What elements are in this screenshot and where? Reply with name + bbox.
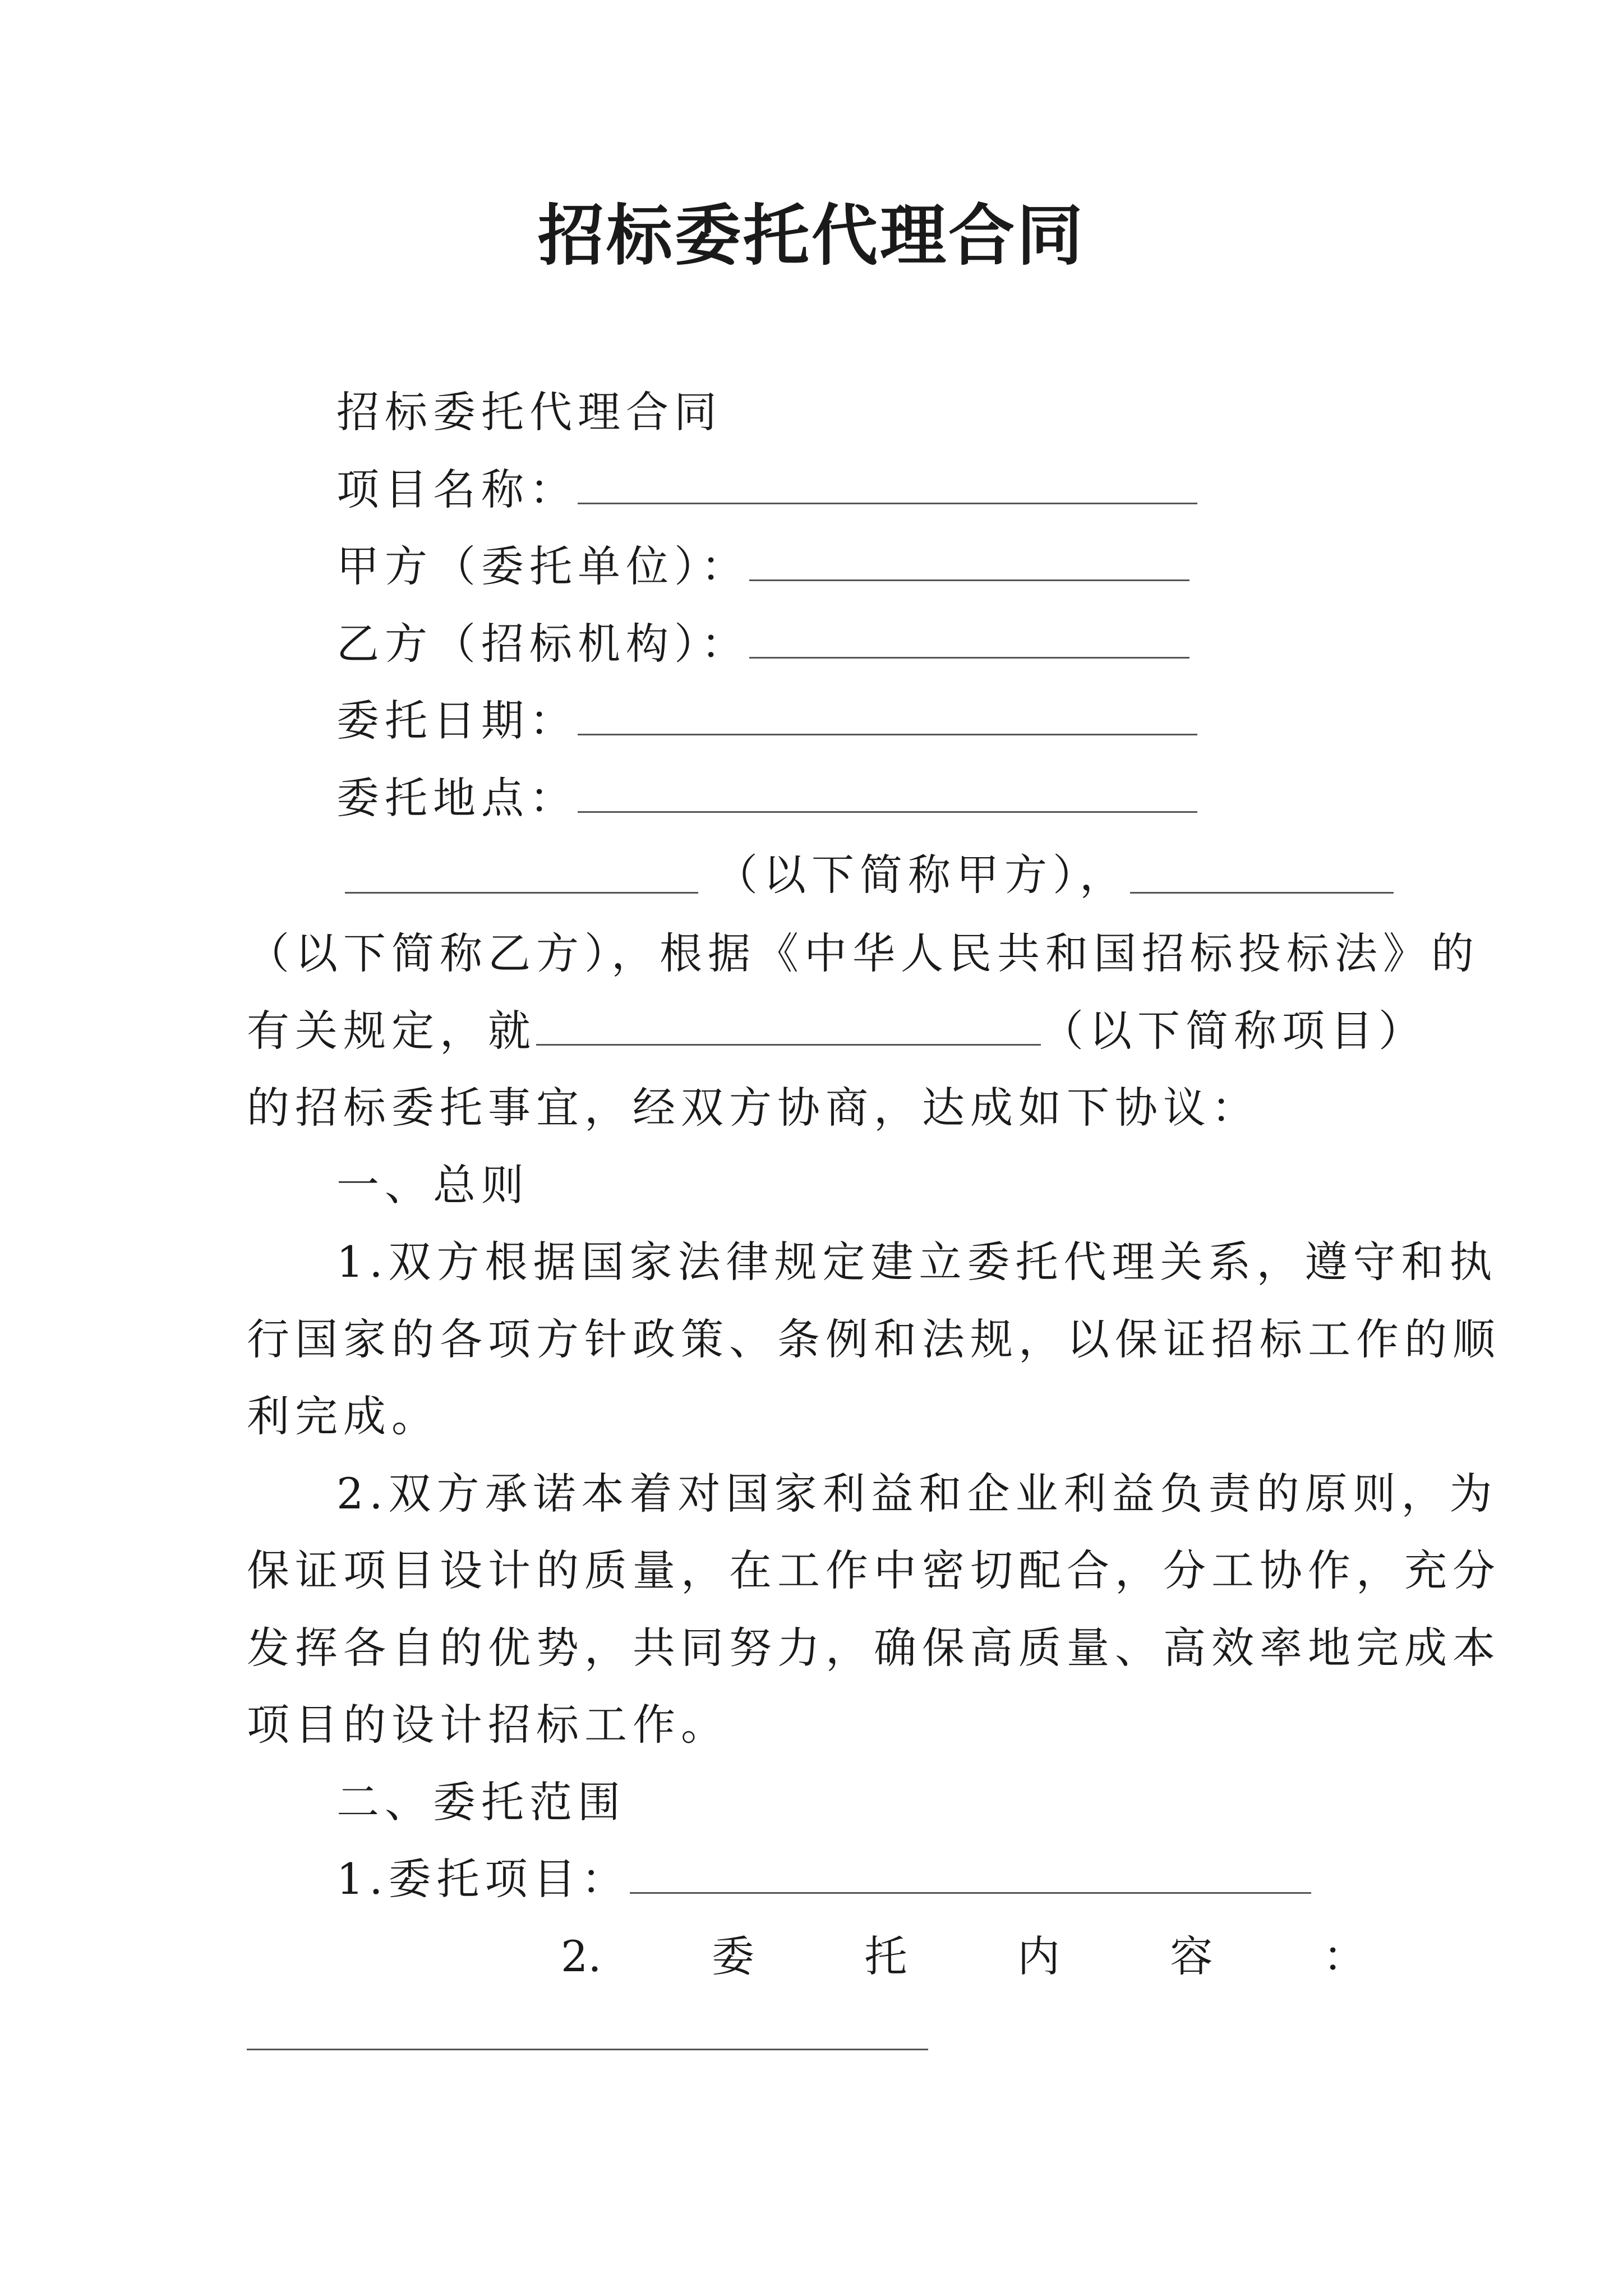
item-2-char-2: 托 (864, 1931, 907, 1981)
project-name-field (336, 459, 1197, 521)
document-title: 招标委托代理合同 (537, 196, 1085, 274)
section-1-item-1-line-2: 行国家的各项方针政策、条例和法规，以保证招标工作的顺 (247, 1314, 1501, 1364)
party-b-field (336, 613, 1189, 675)
party-a-label: 甲方（委托单位）： (336, 541, 749, 591)
item-2-number: 2. (561, 1931, 602, 1981)
section-1-item-2-line-3: 发挥各自的优势，共同努力，确保高质量、高效率地完成本 (247, 1623, 1501, 1673)
project-name-blank[interactable] (578, 466, 1197, 504)
item-2-colon: ： (1322, 1931, 1366, 1981)
party-b-label: 乙方（招标机构）： (336, 619, 749, 669)
date-field (336, 690, 1197, 752)
project-ref-blank[interactable] (536, 1007, 1041, 1046)
preamble-line-2: （以下简称乙方），根据《中华人民共和国招标投标法》的 (247, 928, 1479, 978)
project-name-label: 项目名称： (336, 464, 578, 514)
date-label: 委托日期： (336, 696, 578, 746)
preamble-line-3-end: （以下简称项目） (1041, 1006, 1427, 1056)
entrusted-project-blank[interactable] (630, 1855, 1311, 1894)
section-1-heading: 一、总则 (336, 1160, 529, 1210)
document-subtitle: 招标委托代理合同 (336, 387, 722, 437)
section-2-item-2 (561, 1926, 1366, 1987)
section-2-item-1-label: 1.委托项目： (336, 1854, 630, 1904)
item-2-char-3: 内 (1017, 1931, 1060, 1981)
party-a-name-blank[interactable] (345, 892, 698, 894)
section-2-heading: 二、委托范围 (336, 1777, 626, 1827)
party-a-field (336, 536, 1189, 597)
preamble-line-3 (247, 1000, 1427, 1062)
place-blank[interactable] (578, 774, 1197, 813)
section-1-item-2-line-4: 项目的设计招标工作。 (247, 1700, 729, 1750)
section-1-item-1-line-1: 1.双方根据国家法律规定建立委托代理关系，遵守和执 (336, 1237, 1498, 1287)
entrusted-content-blank[interactable] (247, 2049, 928, 2050)
section-2-item-1 (336, 1848, 1311, 1910)
section-1-item-2-line-2: 保证项目设计的质量，在工作中密切配合，分工协作，充分 (247, 1545, 1501, 1595)
place-label: 委托地点： (336, 773, 578, 823)
preamble-party-a-suffix: （以下简称甲方）， (715, 850, 1128, 900)
party-b-blank[interactable] (749, 620, 1189, 659)
preamble-line-3-start: 有关规定，就 (247, 1006, 536, 1056)
date-blank[interactable] (578, 697, 1197, 735)
party-b-name-blank[interactable] (1130, 892, 1394, 894)
item-2-char-4: 容 (1170, 1931, 1213, 1981)
section-1-item-2-line-1: 2.双方承诺本着对国家利益和企业利益负责的原则，为 (336, 1469, 1498, 1519)
place-field (336, 767, 1197, 829)
party-a-blank[interactable] (749, 542, 1189, 581)
preamble-line-4: 的招标委托事宜，经双方协商，达成如下协议： (247, 1083, 1260, 1133)
item-2-char-1: 委 (712, 1931, 754, 1981)
section-1-item-1-line-3: 利完成。 (247, 1391, 440, 1441)
